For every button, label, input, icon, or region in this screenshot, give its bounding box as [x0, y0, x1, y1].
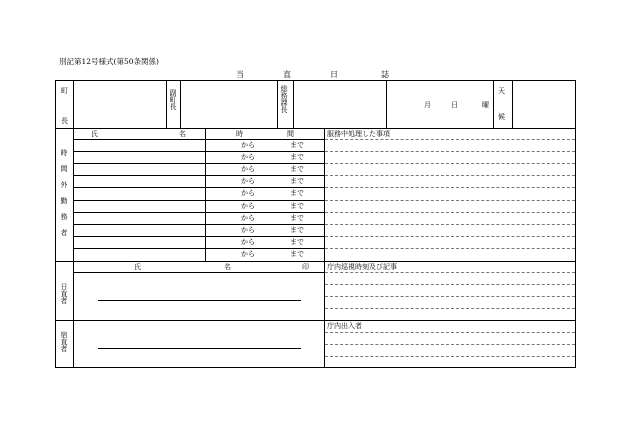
- time-from: から: [241, 214, 255, 222]
- weekday-label: 曜: [482, 101, 489, 109]
- row-line: [73, 248, 324, 249]
- time-from: から: [241, 141, 255, 149]
- row-line: [73, 224, 324, 225]
- dotted-line: [325, 212, 575, 213]
- overtime-col-time-1: 時: [236, 130, 243, 138]
- overtime-workers-label: 時間外勤務者: [60, 149, 68, 245]
- section-line: [56, 261, 575, 262]
- duty-col-name-2: 名: [224, 263, 231, 271]
- dotted-line: [325, 236, 575, 237]
- name-time-divider: [205, 128, 206, 261]
- patrol-col-header: 庁内巡視時刻及び記事: [327, 263, 397, 271]
- dotted-line: [325, 151, 575, 152]
- row-line: [73, 212, 324, 213]
- time-to: まで: [290, 165, 304, 173]
- time-to: まで: [290, 226, 304, 234]
- visitors-header: 庁内出入者: [327, 322, 362, 330]
- dotted-line: [325, 224, 575, 225]
- time-from: から: [241, 226, 255, 234]
- title-char-4: 誌: [381, 70, 389, 79]
- town-mayor-label-bottom: 長: [61, 117, 68, 125]
- dotted-line: [325, 163, 575, 164]
- section-line: [56, 320, 575, 321]
- time-to: まで: [290, 189, 304, 197]
- signature-line: [98, 348, 301, 349]
- time-to: まで: [290, 153, 304, 161]
- time-to: まで: [290, 177, 304, 185]
- dotted-line: [325, 284, 575, 285]
- time-from: から: [241, 238, 255, 246]
- night-duty-label: 宿直者: [60, 331, 68, 352]
- dotted-line: [325, 332, 575, 333]
- dotted-line: [325, 175, 575, 176]
- row-line: [73, 175, 324, 176]
- time-to: まで: [290, 141, 304, 149]
- row-line: [73, 272, 324, 273]
- divider: [493, 81, 494, 128]
- row-line: [73, 187, 324, 188]
- overtime-col-name-2: 名: [179, 130, 186, 138]
- dotted-line: [325, 200, 575, 201]
- dotted-line: [325, 296, 575, 297]
- duty-col-header: 服務中処理した事項: [327, 130, 390, 138]
- time-from: から: [241, 153, 255, 161]
- time-from: から: [241, 202, 255, 210]
- duty-log-form: [55, 80, 576, 368]
- time-to: まで: [290, 202, 304, 210]
- row-line: [73, 236, 324, 237]
- divider: [277, 81, 278, 128]
- dotted-line: [325, 344, 575, 345]
- row-line: [73, 163, 324, 164]
- time-to: まで: [290, 214, 304, 222]
- header-bottom-line: [56, 128, 575, 129]
- weather-label-top: 天: [498, 87, 505, 95]
- divider: [512, 81, 513, 128]
- duty-col-name-1: 氏: [134, 263, 141, 271]
- divider: [180, 81, 181, 128]
- form-caption: 別記第12号様式(第50条関係): [59, 57, 159, 66]
- title-char-2: 直: [283, 70, 291, 79]
- time-from: から: [241, 250, 255, 258]
- title-char-1: 当: [236, 70, 244, 79]
- time-from: から: [241, 189, 255, 197]
- divider: [166, 81, 167, 128]
- day-label: 日: [451, 101, 458, 109]
- row-line: [73, 151, 324, 152]
- title-char-3: 日: [330, 70, 338, 79]
- overtime-col-name-1: 氏: [91, 130, 98, 138]
- duty-col-seal: 印: [302, 263, 309, 271]
- time-from: から: [241, 165, 255, 173]
- time-to: まで: [290, 238, 304, 246]
- row-line: [73, 139, 324, 140]
- time-from: から: [241, 177, 255, 185]
- divider: [73, 81, 74, 128]
- dotted-line: [325, 139, 575, 140]
- month-label: 月: [424, 101, 431, 109]
- dotted-line: [325, 187, 575, 188]
- day-duty-label: 日直者: [60, 283, 68, 304]
- general-affairs-chief-label: 総務課長: [280, 85, 288, 113]
- divider: [293, 81, 294, 128]
- row-line: [73, 200, 324, 201]
- dotted-line: [325, 308, 575, 309]
- dotted-line: [325, 248, 575, 249]
- time-to: まで: [290, 250, 304, 258]
- signature-line: [98, 300, 301, 301]
- dotted-line: [325, 272, 575, 273]
- town-mayor-label-top: 町: [61, 87, 68, 95]
- weather-label-bottom: 候: [498, 113, 505, 121]
- deputy-mayor-label: 副町長: [169, 89, 177, 110]
- dotted-line: [325, 356, 575, 357]
- divider: [386, 81, 387, 128]
- overtime-col-time-2: 間: [287, 130, 294, 138]
